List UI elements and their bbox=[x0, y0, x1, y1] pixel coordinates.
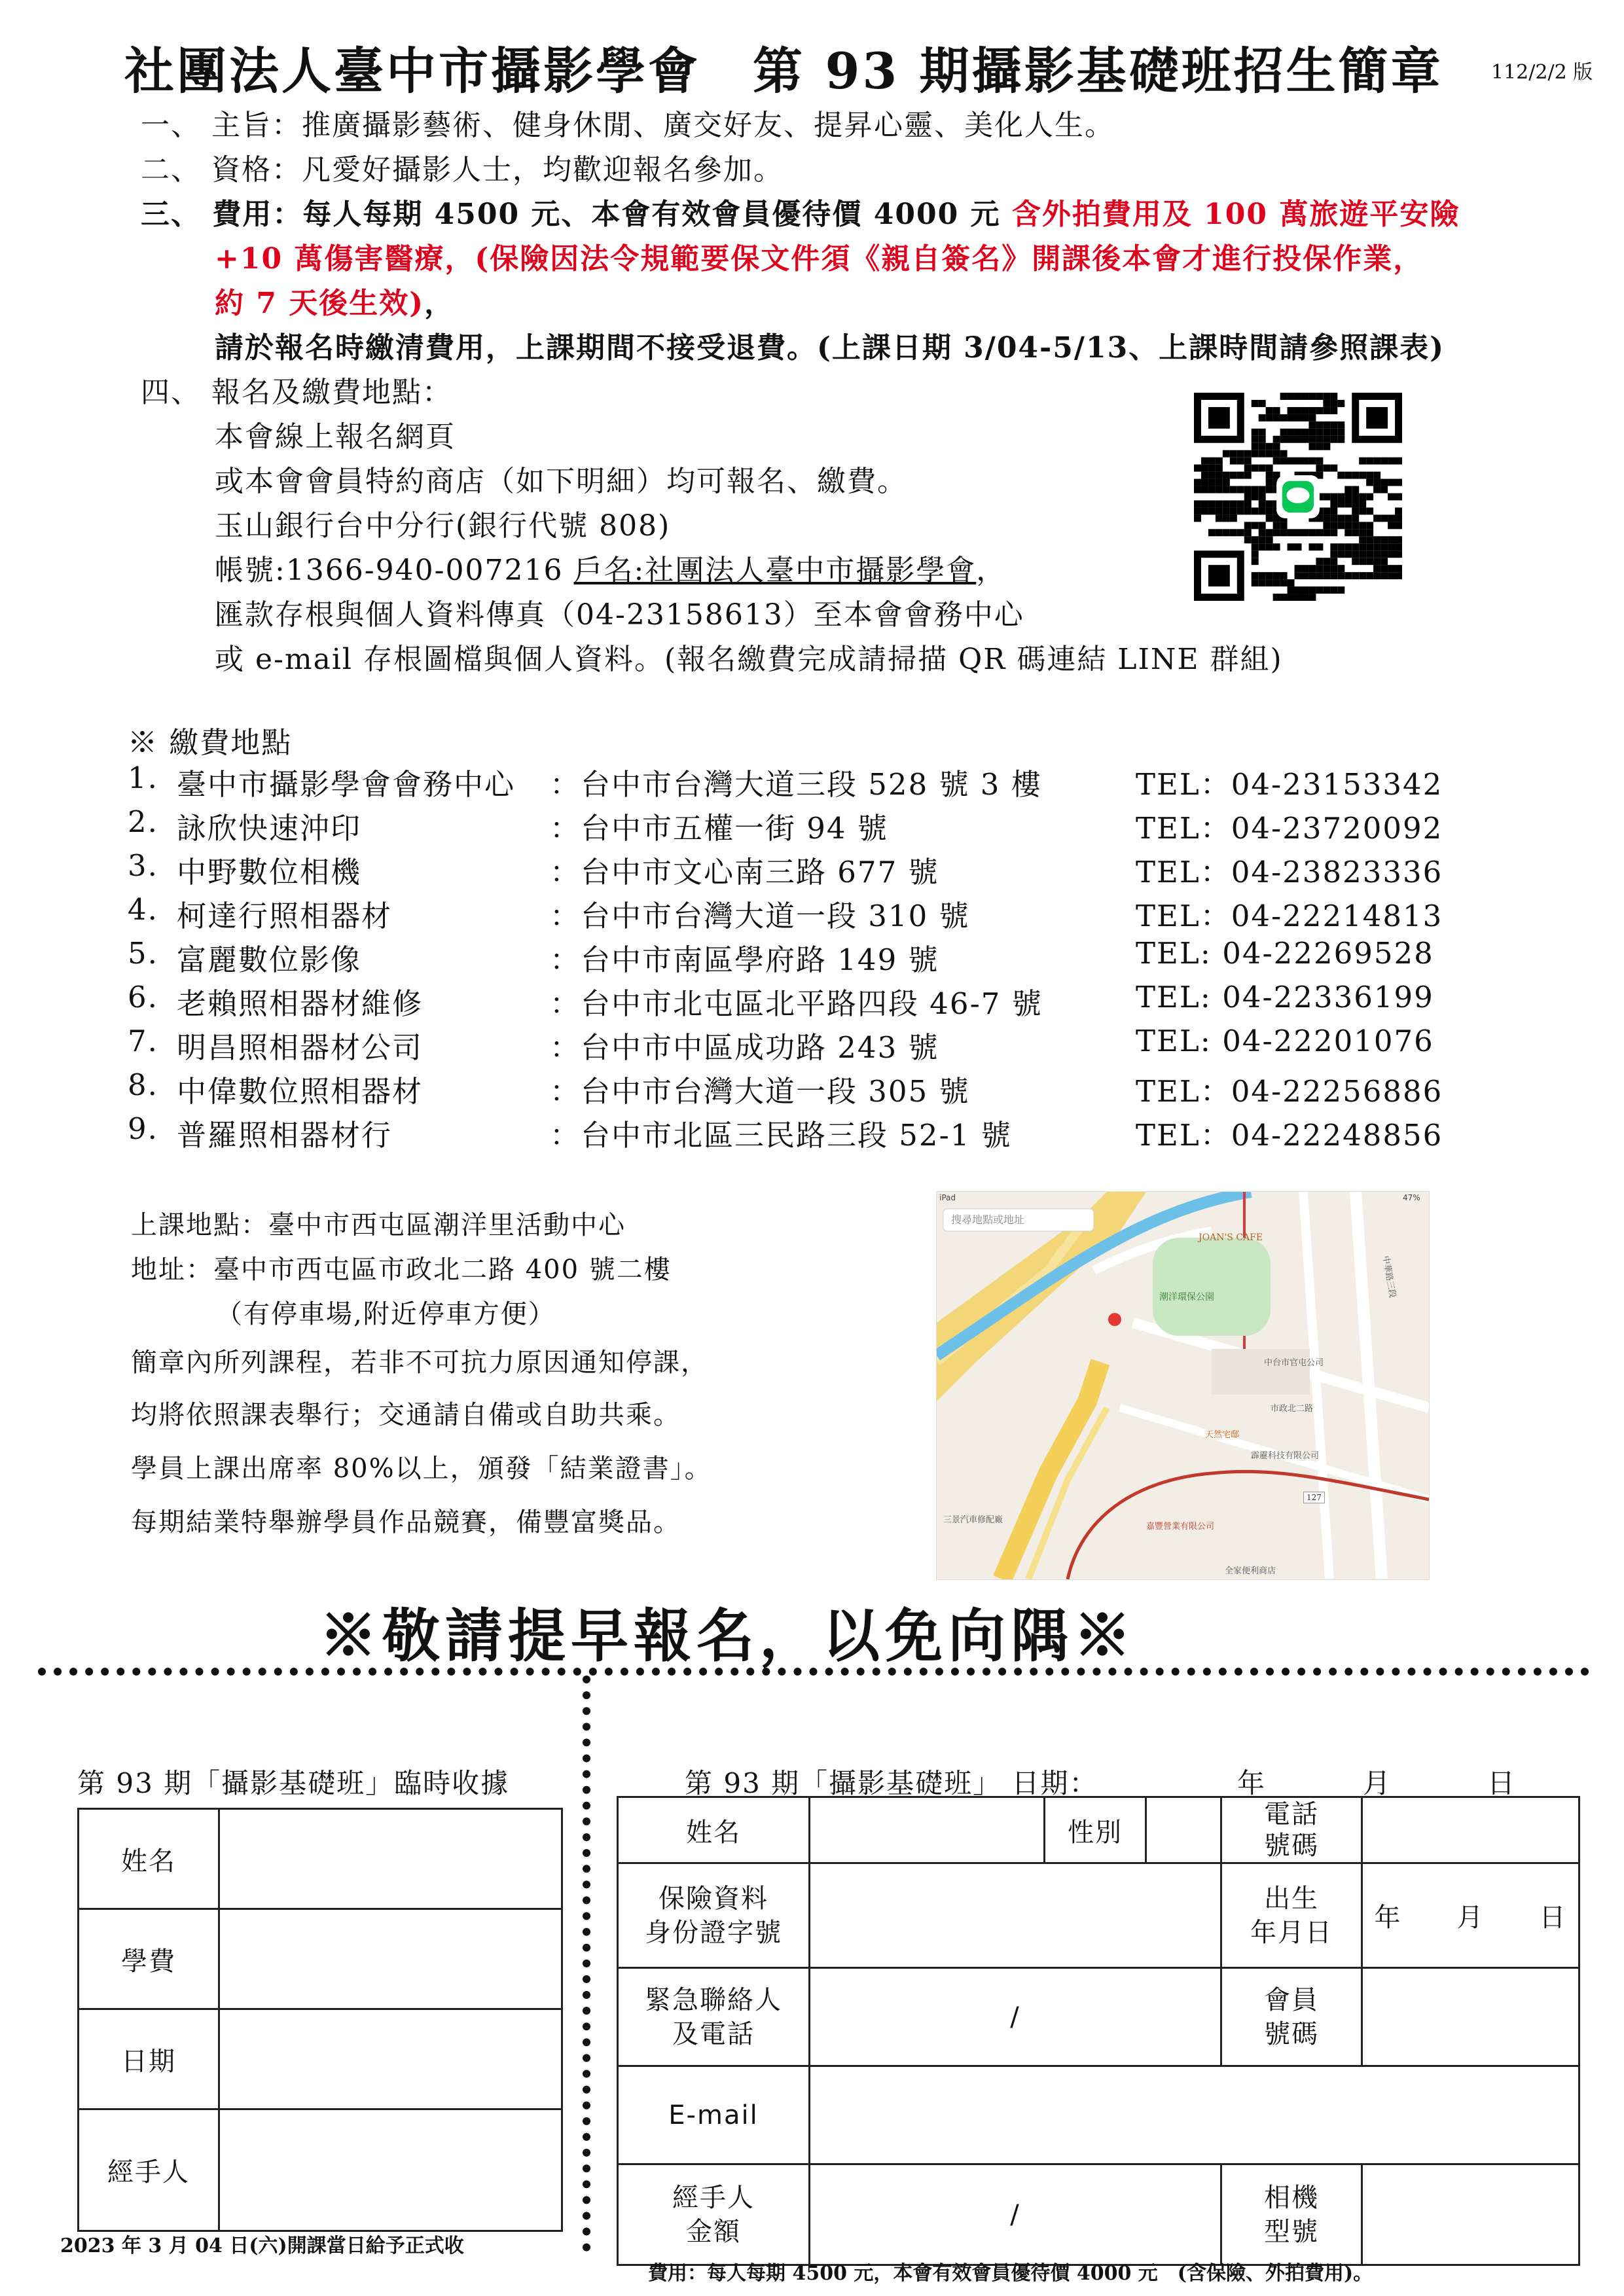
store-name: 老賴照相器材維修 bbox=[177, 986, 424, 1021]
store-name: 詠欣快速沖印 bbox=[177, 811, 362, 846]
form-input-phone[interactable] bbox=[1362, 1797, 1579, 1863]
venue-note-3: 學員上課出席率 80%以上，頒發「結業證書」。 bbox=[131, 1454, 712, 1484]
store-phone: TEL: 04-22336199 bbox=[1136, 980, 1434, 1014]
fee-red-1: 含外拍費用及 100 萬旅遊平安險 bbox=[1011, 198, 1460, 231]
map-label-business: 嘉豐營業有限公司 bbox=[1146, 1522, 1215, 1532]
form-label-email: E-mail bbox=[618, 2066, 810, 2164]
form-label-handler: 經手人 金額 bbox=[618, 2164, 810, 2265]
store-address: ：台中市南區學府路 149 號 bbox=[550, 942, 939, 977]
map-status-right: 47% bbox=[1403, 1193, 1420, 1202]
store-address: ：台中市台灣大道三段 528 號 3 樓 bbox=[550, 767, 1042, 802]
store-number: 6. bbox=[128, 980, 158, 1014]
store-address: ：台中市中區成功路 243 號 bbox=[550, 1030, 939, 1065]
store-number: 1. bbox=[128, 761, 158, 795]
store-address: ：台中市台灣大道一段 310 號 bbox=[550, 899, 970, 933]
form-input-email[interactable] bbox=[810, 2066, 1579, 2164]
venue-note-1: 簡章內所列課程，若非不可抗力原因通知停課， bbox=[131, 1348, 708, 1378]
venue-place: 上課地點：臺中市西屯區潮洋里活動中心 bbox=[131, 1210, 626, 1240]
store-address: ：台中市北區三民路三段 52-1 號 bbox=[550, 1118, 1012, 1153]
map-label-road-2: 市政北二路 bbox=[1271, 1404, 1314, 1414]
fee-label: 三、 費用：每人每期 4500 元、本會有效會員優待價 4000 元 bbox=[141, 198, 1012, 231]
store-number: 9. bbox=[128, 1111, 158, 1146]
fee-red-2: +10 萬傷害醫療，(保險因法令規範要保文件須《親自簽名》開課後本會才進行投保作業， bbox=[215, 242, 1424, 276]
cut-line-horizontal bbox=[38, 1668, 1589, 1676]
store-phone: TEL：04-22248856 bbox=[1136, 1118, 1443, 1153]
form-date-month: 月 bbox=[1363, 1767, 1391, 1799]
venue-map[interactable] bbox=[936, 1191, 1430, 1580]
store-name: 中偉數位照相器材 bbox=[177, 1074, 424, 1109]
map-label-road-1: 中華路三段 bbox=[1380, 1255, 1398, 1299]
map-search-input[interactable]: 搜尋地點或地址 bbox=[951, 1213, 1025, 1226]
store-address: ：台中市台灣大道一段 305 號 bbox=[550, 1074, 970, 1109]
registration-line-5: 匯款存根與個人資料傳真（04-23158613）至本會會務中心 bbox=[215, 598, 1024, 632]
form-input-insurance[interactable] bbox=[810, 1863, 1221, 1968]
version-label: 112/2/2 版 bbox=[1491, 61, 1593, 84]
receipt-label-date: 日期 bbox=[79, 2009, 219, 2109]
map-label-garage: 三景汽車修配廠 bbox=[943, 1515, 1003, 1525]
store-number: 3. bbox=[128, 848, 158, 883]
form-input-camera[interactable] bbox=[1362, 2164, 1579, 2265]
form-title: 第 93 期「攝影基礎班」 日期： bbox=[685, 1767, 1098, 1799]
receipt-label-handler: 經手人 bbox=[79, 2109, 219, 2231]
registration-line-6: 或 e-mail 存根圖檔與個人資料。(報名繳費完成請掃描 QR 碼連結 LINE 群組) bbox=[215, 643, 1283, 676]
map-label-cafe: JOAN'S CAFE bbox=[1199, 1232, 1263, 1243]
store-phone: TEL：04-22256886 bbox=[1136, 1074, 1443, 1109]
fee-red-3: 約 7 天後生效) bbox=[215, 287, 425, 320]
page-title: 社團法人臺中市攝影學會 第 93 期攝影基礎班招生簡章 bbox=[124, 42, 1443, 100]
form-input-birth[interactable]: 年 月 日 bbox=[1362, 1863, 1579, 1968]
form-label-camera: 相機 型號 bbox=[1221, 2164, 1362, 2265]
store-number: 8. bbox=[128, 1067, 158, 1102]
fee-line-3 bbox=[215, 279, 454, 321]
map-status-left: iPad bbox=[939, 1193, 956, 1202]
receipt-input-fee[interactable] bbox=[219, 1909, 562, 2009]
store-phone: TEL：04-23153342 bbox=[1136, 767, 1443, 802]
form-label-member: 會員 號碼 bbox=[1221, 1968, 1362, 2066]
form-input-member[interactable] bbox=[1362, 1968, 1579, 2066]
map-label-company: 中台市官屯公司 bbox=[1264, 1358, 1324, 1368]
fee-red-3-tail: ， bbox=[424, 287, 455, 320]
venue-parking: （有停車場,附近停車方便） bbox=[216, 1299, 556, 1329]
form-date-year: 年 bbox=[1237, 1767, 1265, 1799]
line-qr-code-icon[interactable] bbox=[1194, 393, 1402, 601]
form-label-birth: 出生 年月日 bbox=[1221, 1863, 1362, 1968]
fee-line-4: 請於報名時繳清費用，上課期間不接受退費。(上課日期 3/04-5/13、上課時間請參照課表) bbox=[215, 331, 1445, 365]
form-label-name: 姓名 bbox=[618, 1797, 810, 1863]
receipt-input-name[interactable] bbox=[219, 1809, 562, 1909]
registration-line-4 bbox=[215, 547, 1006, 588]
section-purpose: 一、 主旨：推廣攝影藝術、健身休閒、廣交好友、提昇心靈、美化人生。 bbox=[141, 109, 1115, 142]
store-name: 柯達行照相器材 bbox=[177, 899, 393, 933]
map-route-badge: 127 bbox=[1303, 1492, 1325, 1503]
store-phone: TEL：04-23720092 bbox=[1136, 811, 1443, 846]
venue-note-4: 每期結業特舉辦學員作品競賽，備豐富獎品。 bbox=[131, 1507, 681, 1537]
map-label-tech: 霹靂科技有限公司 bbox=[1251, 1451, 1320, 1461]
account-holder: 戶名:社團法人臺中市攝影學會 bbox=[573, 554, 977, 587]
section-registration-title: 四、 報名及繳費地點： bbox=[141, 376, 452, 409]
map-label-store: 全家便利商店 bbox=[1225, 1566, 1276, 1576]
registration-line-2: 或本會會員特約商店（如下明細）均可報名、繳費。 bbox=[215, 465, 907, 498]
store-number: 7. bbox=[128, 1024, 158, 1058]
store-name: 中野數位相機 bbox=[177, 855, 362, 889]
form-date-day: 日 bbox=[1487, 1767, 1515, 1799]
store-number: 2. bbox=[128, 804, 158, 839]
map-label-park: 潮洋環保公園 bbox=[1159, 1292, 1214, 1302]
store-name: 臺中市攝影學會會務中心 bbox=[177, 767, 516, 802]
store-address: ：台中市文心南三路 677 號 bbox=[550, 855, 939, 889]
form-input-name[interactable] bbox=[810, 1797, 1045, 1863]
receipt-title: 第 93 期「攝影基礎班」臨時收據 bbox=[77, 1767, 510, 1799]
receipt-input-date[interactable] bbox=[219, 2009, 562, 2109]
register-early-banner: ※敬請提早報名，以免向隅※ bbox=[319, 1602, 1137, 1670]
venue-address: 地址：臺中市西屯區市政北二路 400 號二樓 bbox=[131, 1255, 672, 1285]
store-phone: TEL: 04-22269528 bbox=[1136, 936, 1434, 971]
form-input-handler[interactable]: / bbox=[810, 2164, 1221, 2265]
store-phone: TEL：04-22214813 bbox=[1136, 899, 1443, 933]
map-label-shop: 天然宅邸 bbox=[1205, 1430, 1240, 1440]
form-label-gender: 性別 bbox=[1045, 1797, 1146, 1863]
receipt-table bbox=[77, 1808, 563, 2232]
store-number: 4. bbox=[128, 892, 158, 927]
form-label-phone: 電話 號碼 bbox=[1221, 1797, 1362, 1863]
account-comma: ， bbox=[976, 554, 1007, 587]
store-name: 普羅照相器材行 bbox=[177, 1118, 393, 1153]
receipt-label-name: 姓名 bbox=[79, 1809, 219, 1909]
form-footer: 費用：每人每期 4500 元，本會有效會員優待價 4000 元 (含保險、外拍費用)。 bbox=[648, 2262, 1373, 2285]
receipt-footer: 2023 年 3 月 04 日(六)開課當日給予正式收 bbox=[60, 2234, 464, 2257]
store-phone: TEL: 04-22201076 bbox=[1136, 1024, 1434, 1058]
stores-title: ※ 繳費地點 bbox=[128, 725, 293, 760]
store-address: ：台中市北屯區北平路四段 46-7 號 bbox=[550, 986, 1043, 1021]
form-input-gender[interactable] bbox=[1146, 1797, 1221, 1863]
receipt-input-handler[interactable] bbox=[219, 2109, 562, 2231]
form-label-insurance: 保險資料 身份證字號 bbox=[618, 1863, 810, 1968]
store-address: ：台中市五權一街 94 號 bbox=[550, 811, 888, 846]
account-number: 帳號:1366-940-007216 bbox=[215, 554, 574, 587]
registration-form-table bbox=[617, 1796, 1580, 2266]
registration-line-1: 本會線上報名網頁 bbox=[215, 420, 456, 454]
form-input-emergency[interactable]: / bbox=[810, 1968, 1221, 2066]
section-eligibility: 二、 資格：凡愛好攝影人士，均歡迎報名參加。 bbox=[141, 153, 784, 187]
registration-line-3: 玉山銀行台中分行(銀行代號 808) bbox=[215, 509, 671, 543]
store-phone: TEL：04-23823336 bbox=[1136, 855, 1443, 889]
store-number: 5. bbox=[128, 936, 158, 971]
venue-note-2: 均將依照課表舉行；交通請自備或自助共乘。 bbox=[131, 1400, 681, 1430]
store-name: 明昌照相器材公司 bbox=[177, 1030, 424, 1065]
receipt-label-fee: 學費 bbox=[79, 1909, 219, 2009]
cut-line-vertical bbox=[583, 1676, 590, 2251]
section-fee bbox=[141, 190, 1460, 232]
store-name: 富麗數位影像 bbox=[177, 942, 362, 977]
form-label-emergency: 緊急聯絡人 及電話 bbox=[618, 1968, 810, 2066]
